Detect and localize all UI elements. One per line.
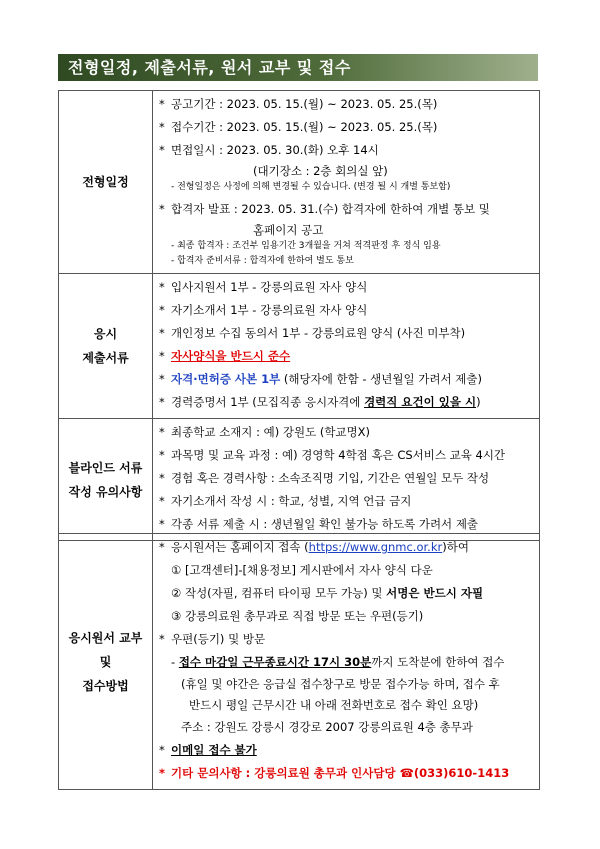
schedule-note-docs: - 합격자 준비서류 : 합격자에 한하여 별도 통보 xyxy=(171,256,354,266)
schedule-announcement: * 합격자 발표 : 2023. 05. 31.(수) 합격자에 한하여 개별 통보 및 xyxy=(159,202,490,216)
apply-no-email: * 이메일 접수 불가 xyxy=(159,743,257,757)
docs-career-cert: * 경력증명서 1부 (모집직종 응시자격에 경력직 요건이 있을 시) xyxy=(159,395,481,409)
schedule-posting: * 공고기간 : 2023. 05. 15.(월) ~ 2023. 05. 25.(목) xyxy=(159,97,438,111)
schedule-label: 전형일정 xyxy=(59,91,153,274)
blind-submission: * 각종 서류 제출 시 : 생년월일 확인 불가능 하도록 가려서 제출 xyxy=(159,517,479,531)
apply-table xyxy=(58,533,540,790)
apply-confirm-note: 반드시 평일 근무시간 내 아래 전화번호로 접수 확인 요망) xyxy=(189,698,479,712)
apply-address: 주소 : 강원도 강릉시 경강로 2007 강릉의료원 4층 총무과 xyxy=(181,720,473,734)
blind-label: 블라인드 서류 작성 유의사항 xyxy=(59,419,153,541)
schedule-waiting-place: (대기장소 : 2층 회의실 앞) xyxy=(253,164,388,178)
docs-privacy-consent: * 개인정보 수집 동의서 1부 - 강릉의료원 양식 (사진 미부착) xyxy=(159,326,466,340)
apply-contact: * 기타 문의사항 : 강릉의료원 총무과 인사담당 ☎(033)610-1413 xyxy=(159,766,510,780)
schedule-docs-table xyxy=(58,90,540,541)
blind-content xyxy=(153,419,540,541)
docs-row xyxy=(59,274,540,419)
apply-holiday-note: (휴일 및 야간은 응급실 접수창구로 방문 접수가능 하며, 접수 후 xyxy=(181,677,500,691)
schedule-row xyxy=(59,91,540,274)
blind-self-intro: * 자기소개서 작성 시 : 학교, 성별, 지역 언급 금지 xyxy=(159,494,412,508)
docs-form-notice: * 자사양식을 반드시 준수 xyxy=(159,349,291,363)
homepage-link[interactable]: https://www.gnmc.or.kr xyxy=(308,540,443,554)
page-title: 전형일정, 제출서류, 원서 교부 및 접수 xyxy=(58,54,538,81)
docs-content xyxy=(153,274,540,419)
apply-label: 응시원서 교부 및 접수방법 xyxy=(59,534,153,790)
apply-deadline: - 접수 마감일 근무종료시간 17시 30분까지 도착분에 한하여 접수 xyxy=(171,655,505,669)
apply-step-2: ② 작성(자필, 컴퓨터 타이핑 모두 가능) 및 서명은 반드시 자필 xyxy=(171,586,484,600)
blind-school: * 최종학교 소재지 : 예) 강원도 (학교명X) xyxy=(159,425,371,439)
schedule-note-final: - 최종 합격자 : 조건부 임용기간 3개월을 거쳐 적격판정 후 정식 임용 xyxy=(171,241,441,251)
blind-courses: * 과목명 및 교육 과정 : 예) 경영학 4학점 혹은 CS서비스 교육 4시간 xyxy=(159,448,506,462)
docs-application: * 입사지원서 1부 - 강릉의료원 자사 양식 xyxy=(159,280,368,294)
apply-content xyxy=(153,534,540,790)
blind-row xyxy=(59,419,540,541)
docs-license-copy: * 자격·면허증 사본 1부 (해당자에 한함 - 생년월일 가려서 제출) xyxy=(159,372,482,386)
apply-step-3: ③ 강릉의료원 총무과로 직접 방문 또는 우편(등기) xyxy=(171,609,424,623)
schedule-receipt: * 접수기간 : 2023. 05. 15.(월) ~ 2023. 05. 25.(목) xyxy=(159,120,438,134)
apply-step-1: ① [고객센터]-[채용정보] 게시판에서 자사 양식 다운 xyxy=(171,563,433,577)
docs-self-intro: * 자기소개서 1부 - 강릉의료원 자사 양식 xyxy=(159,303,368,317)
docs-label: 응시 제출서류 xyxy=(59,274,153,419)
apply-homepage: * 응시원서는 홈페이지 접속 (https://www.gnmc.or.kr)하여 xyxy=(159,540,469,554)
blind-experience: * 경험 혹은 경력사항 : 소속조직명 기입, 기간은 연월일 모두 작성 xyxy=(159,471,490,485)
apply-row xyxy=(59,534,540,790)
schedule-homepage-notice: 홈페이지 공고 xyxy=(253,223,324,237)
schedule-content xyxy=(153,91,540,274)
schedule-note-change: - 전형일정은 사정에 의해 변경될 수 있습니다. (변경 될 시 개별 통보함) xyxy=(171,182,451,192)
schedule-interview: * 면접일시 : 2023. 05. 30.(화) 오후 14시 xyxy=(159,143,379,157)
apply-mail-visit: * 우편(등기) 및 방문 xyxy=(159,632,266,646)
